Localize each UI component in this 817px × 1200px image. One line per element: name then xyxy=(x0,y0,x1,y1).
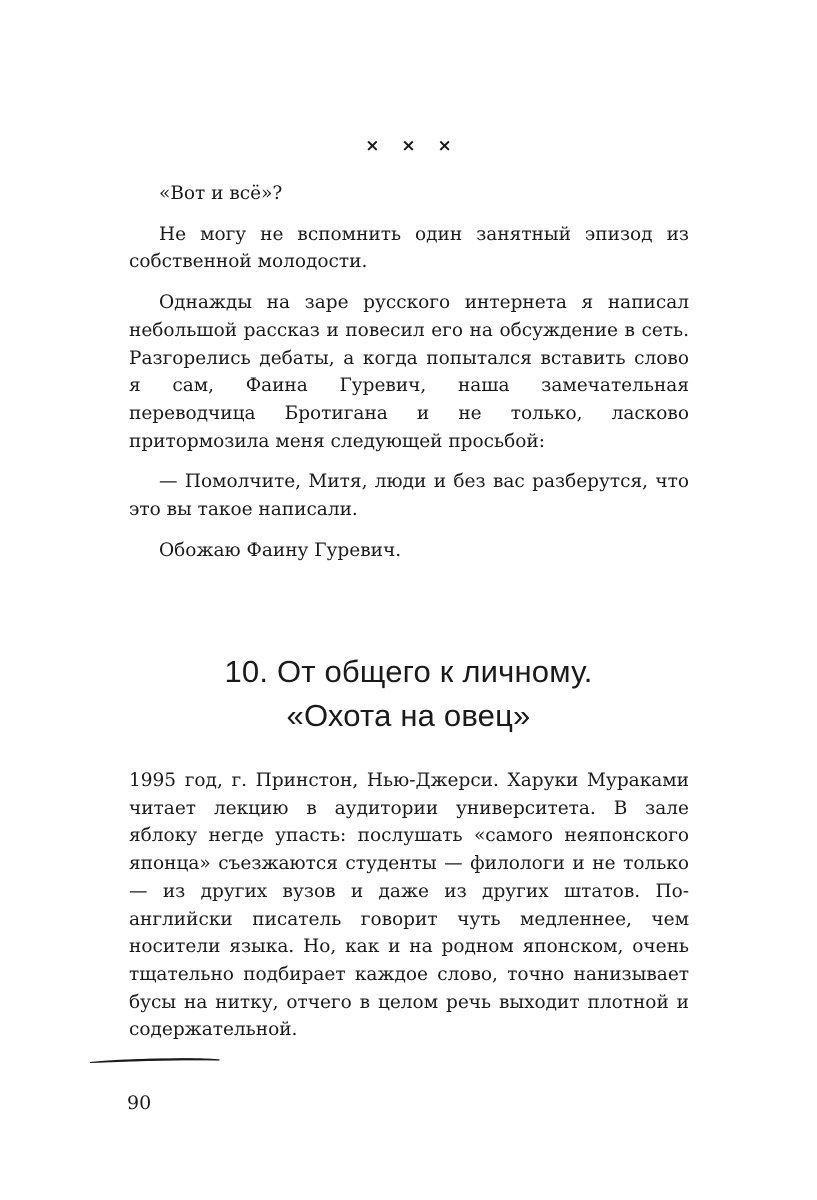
separator-mark: × xyxy=(365,136,380,156)
section-separator xyxy=(0,136,817,156)
section-1-text xyxy=(129,180,689,577)
paragraph: — Помолчите, Митя, люди и без вас разберутся, что это вы такое написали. xyxy=(129,471,689,521)
separator-mark: × xyxy=(401,136,416,156)
chapter-title-line-1: 10. От общего к личному. xyxy=(224,654,593,689)
chapter-title xyxy=(0,650,817,738)
paragraph: Обожаю Фаину Гуревич. xyxy=(159,539,402,561)
page-number: 90 xyxy=(127,1092,152,1114)
paragraph: 1995 год, г. Принстон, Нью-Джерси. Харуки Мураками читает лекцию в аудитории университета. В зале яблоку негде упасть: послушать «самого неяпонского японца» съезжаются студенты — филологи и не только — из других вузов и даже из других штатов. По-английски писатель говорит чуть медленнее, чем носители языка. Но, как и на родном японском, очень тщательно подбирает каждое слово, точно нанизывает бусы на нитку, отчего в целом речь выходит плотной и содержательной. xyxy=(129,770,689,1041)
separator-mark: × xyxy=(437,136,452,156)
footer-brush-rule xyxy=(90,1056,220,1064)
paragraph: «Вот и всё»? xyxy=(159,183,283,204)
section-2-text xyxy=(129,767,689,1057)
paragraph: Однажды на заре русского интернета я написал небольшой рассказ и повесил его на обсуждение в сеть. Разгорелись дебаты, а когда попытался вставить слово я сам, Фаина Гуревич, наша замечательная переводчица Бротигана и не только, ласково притормозила меня следующей просьбой: xyxy=(129,292,689,452)
chapter-title-line-2: «Охота на овец» xyxy=(286,698,531,733)
paragraph: Не могу не вспомнить один занятный эпизод из собственной молодости. xyxy=(129,223,689,273)
